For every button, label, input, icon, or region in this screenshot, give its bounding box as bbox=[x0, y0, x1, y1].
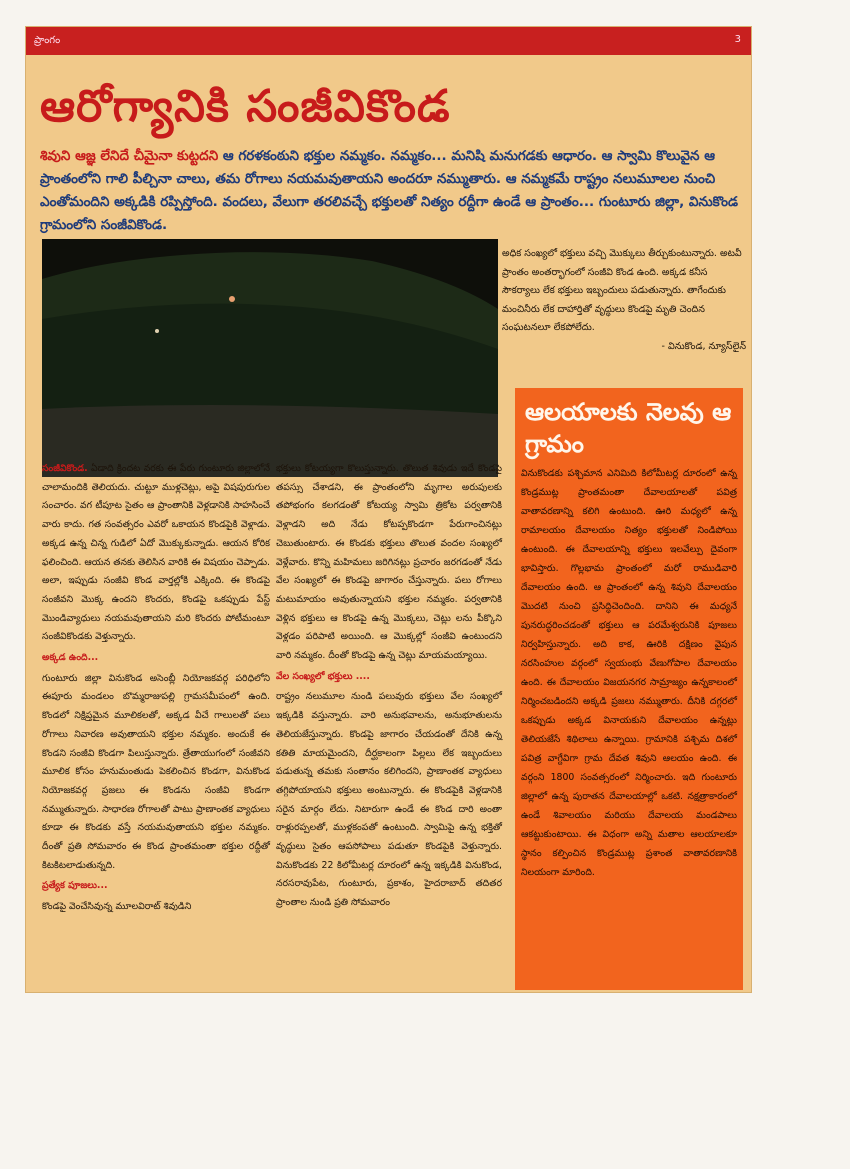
box-title: ఆలయాలకు నెలవు ఆ గ్రామం bbox=[525, 398, 732, 458]
temples-box bbox=[515, 388, 743, 990]
byline: - వినుకొండ, న్యూస్‌లైన్ bbox=[661, 340, 746, 352]
deck-lead: శివుని ఆజ్ఞ లేనిదే చీమైనా కుట్టదని bbox=[40, 148, 219, 164]
col1-paragraph-3: కొండపై వెంచేసివున్న మూలవిరాట్ శివుడిని bbox=[42, 901, 192, 913]
col2-paragraph-1: భక్తులు కోటయ్యగా కొలుస్తున్నారు. తొలుత శివుడు ఇదే కొండపై తపస్సు చేశాడని, ఈ ప్రాంతంలోని మృగాల అరుపులకు తపోభంగం కలగడంతో కోటయ్య స్వామి త్రికోట పర్వతానికి వెళ్లాడని అది నేడు కోటప్పకొండగా పేరుగాంచినట్లు చెబుతుంటారు. ఈ కొండకు భక్తులు తొలుత వందల సంఖ్యలో వెళ్లేవారు. కొన్ని మహిమలు జరిగినట్లు ప్రచారం జరగడంతో నేడు వేల సంఖ్యలో ఈ కొండపై జాగారం చేస్తున్నారు. పలు రోగాలు మటుమాయం అవుతున్నాయని భక్తుల నమ్మకం. పర్వతానికి వెళ్లిన భక్తులు ఆ కొండపై ఉన్న మొక్కలు, చెట్లు లను పీక్కొని వెళ్లడం పరిపాటి అయింది. ఆ మొక్కల్లో సంజీవి ఉంటుందని వారి నమ్మకం. దీంతో కొండపై ఉన్న చెట్లు మాయమయ్యాయి. bbox=[276, 463, 502, 662]
page-mark: 3 bbox=[734, 34, 741, 45]
section-bar bbox=[26, 27, 751, 55]
deck bbox=[40, 145, 745, 237]
col2-subhead-1: వేల సంఖ్యలో భక్తులు .... bbox=[276, 670, 370, 682]
col1-lead: సంజీవికొండ. bbox=[42, 463, 88, 474]
newspaper-clipping bbox=[26, 27, 751, 992]
side-text bbox=[502, 245, 746, 356]
hill-photo bbox=[42, 239, 498, 477]
column-1 bbox=[42, 460, 270, 919]
col1-subhead-1: అక్కడ ఉంది... bbox=[42, 652, 99, 664]
col1-paragraph-1: ఏడాది క్రిందట వరకు ఈ పేరు గుంటూరు జిల్లాలోనే చాలామందికి తెలియదు. చుట్టూ ముళ్లచెట్లు, అపై విషపురుగుల సంచారం. వగ టీపూట సైతం ఆ ప్రాంతానికి వెళ్లడానికి సాహసించే వారు కాదు. గత సంవత్సరం ఎవరో ఒకాయన కొండపైకి వెళ్లాడు. అక్కడ ఉన్న చిన్న గుడిలో ఏదో మొక్కుకున్నాడు. ఆయన కోరిక ఫలించింది. ఆయన తనకు తెలిసిన వారికి ఈ విషయం చెప్పాడు. అలా, ఇప్పుడు సంజీవి కొండ వార్తల్లోకి ఎక్కింది. ఈ కొండపై సంజీవని మొక్క ఉందని కొందరు, కొండపై ఒకప్పుడు పేస్ట్ మొండివ్యాధులు నయమవుతాయని మరి కొందరు పోటీమంటూ సంజీవికొండకు వెళ్తున్నారు. bbox=[42, 463, 270, 643]
side-paragraph: అధిక సంఖ్యలో భక్తులు వచ్చి మొక్కులు తీర్చుకుంటున్నారు. అటవీ ప్రాంతం అంతర్భాగంలో సంజీవి కొండ ఉంది. అక్కడ కనీస సౌకర్యాలు లేక భక్తులు ఇబ్బందులు పడుతున్నారు. తాగేందుకు మంచినీరు లేక దాహార్తితో వృద్ధులు కొండపై మృతి చెందిన సంఘటనలూ లేకపోలేదు. bbox=[502, 248, 742, 333]
column-2 bbox=[276, 460, 502, 915]
col1-paragraph-2: గుంటూరు జిల్లా వినుకొండ అసెంబ్లీ నియోజకవర్గ పరిధిలోని ఈపూరు మండలం బొమ్మరాజుపల్లి గ్రామసమీపంలో ఉంది. కొండలో నిక్షిప్తమైన మూలికలతో, అక్కడ వీచే గాలులతో పలు రోగాలు నివారణ అవుతాయని భక్తుల నమ్మకం. అందుకే ఈ కొండని సంజీవి కొండగా పిలుస్తున్నారు. త్రేతాయుగంలో సంజీవని మూలిక కోసం హనుమంతుడు పెకలించిన కొండగా, వినుకొండ నియోజకవర్గ ప్రజలు ఈ కొండను సంజీవి కొండగా నమ్ముతున్నారు. సాధారణ రోగాలతో పాటు ప్రాణాంతక వ్యాధులు కూడా ఈ కొండకు వస్తే నయమవుతాయని భక్తుల నమ్మకం. దీంతో ప్రతి సోమవారం ఈ కొండ ప్రాంతమంతా భక్తుల రద్దీతో కిటకిటలాడుతున్నది. bbox=[42, 672, 270, 871]
col2-paragraph-2: రాష్ట్రం నలుమూల నుండి పలువురు భక్తులు వేల సంఖ్యలో ఇక్కడికి వస్తున్నారు. వారి అనుభవాలను, అనుభూతులను తెలియజేస్తున్నారు. కొండపై జాగారం చేయడంతో దేనికి ఉన్న కతితి మాయమైందని, దీర్ఘకాలంగా పిల్లలు లేక ఇబ్బందులు పడుతున్న తమకు సంతానం కలిగిందని, ప్రాణాంతక వ్యాధులు తగ్గిపోయాయని భక్తులు అంటున్నారు. ఈ కొండపైకి వెళ్లడానికి సరైన మార్గం లేదు. నిటారుగా ఉండే ఈ కొండ దారి అంతా రాళ్లురప్పలతో, ముళ్లకంపతో ఉంటుంది. స్వామిపై ఉన్న భక్తితో వృద్ధులు సైతం ఆపసోపాలు పడుతూ కొండపైకి వెళ్తున్నారు. వినుకొండకు 22 కిలోమీటర్ల దూరంలో ఉన్న ఇక్కడికి వినుకొండ, నరసరావుపేట, గుంటూరు, ప్రకాశం, హైదరాబాద్ తదితర ప్రాంతాల నుండి ప్రతి సోమవారం bbox=[276, 691, 502, 909]
section-label: ప్రాంగం bbox=[34, 35, 61, 46]
deck-body: ఆ గరళకంఠుని భక్తుల నమ్మకం. నమ్మకం... మనిషి మనుగడకు ఆధారం. ఆ స్వామి కొలువైన ఆ ప్రాంతంలోని గాలి పీల్చినా చాలు, తమ రోగాలు నయమవుతాయని అందరూ నమ్ముతారు. ఆ నమ్మకమే రాష్ట్రం నలుమూలల నుంచి ఎంతోమందిని అక్కడికి రప్పిస్తోంది. వందలు, వేలుగా తరలివచ్చే భక్తులతో నిత్యం రద్దీగా ఉండే ఆ ప్రాంతం... గుంటూరు జిల్లా, వినుకొండ గ్రామంలోని సంజీవికొండ. bbox=[40, 148, 738, 233]
col1-subhead-2: ప్రత్యేక పూజలు... bbox=[42, 880, 108, 892]
box-text: వినుకొండకు పశ్చిమాన ఎనిమిది కిలోమీటర్ల దూరంలో ఉన్న కొండ్రముట్ల ప్రాంతమంతా దేవాలయాలతో పవిత్ర వాతావరణాన్ని కలిగి ఉంటుంది. ఊరి మధ్యలో ఉన్న రామాలయం దేవాలయం నిత్యం భక్తులతో నిండిపోయి ఉంటుంది. ఈ దేవాలయాన్ని భక్తులు ఇలవేల్పు దైవంగా భావిస్తారు. గొల్లభామ ప్రాంతంలో మరో రాముడివారి దేవాలయం ఉంది. ఆ ప్రాంతంలో ఉన్న శివుని దేవాలయం మొదటి నుంచి ప్రసిద్ధిచెందింది. దానిని ఈ మధ్యనే పునరుద్ధరించడంతో భక్తులు ఆ పరమేశ్వరునికి పూజలు నిర్వహిస్తున్నారు. అది కాక, ఊరికి దక్షిణం వైపున నరసింహుల వర్గంలో స్వయంభు వేణుగోపాల దేవాలయం ఉంది. ఈ దేవాలయం విజయనగర సామ్రాజ్యం ఉన్నకాలంలో నిర్మించబడిందని అక్కడి ప్రజలు నమ్ముతారు. దీనికి దగ్గరలో ఒకప్పుడు అక్కడ వినాయకుని దేవాలయం ఉన్నట్లు తెలియజేసే శిథిలాలు ఉన్నాయి. గ్రామానికి పశ్చిమ దిశలో పవిత్ర వాగ్దేవిగా గ్రామ దేవత శివుని ఆలయం ఉంది. ఈ వర్గంని 1800 సంవత్సరంలో నిర్మించారు. ఇది గుంటూరు జిల్లాలో ఉన్న పురాతన దేవాలయాల్లో ఒకటి. నక్షత్రాకారంలో ఉండే శివాలయం మరియు దేవాలయ మండపాలు ఆకట్టుకుంటాయి. ఈ విధంగా అన్ని మతాల ఆలయాలకూ స్థానం కల్పించిన కొండ్రముట్ల ప్రశాంత వాతావరణానికి నిలయంగా మారింది. bbox=[521, 468, 737, 878]
headline: ఆరోగ్యానికి సంజీవికొండ bbox=[40, 81, 451, 132]
